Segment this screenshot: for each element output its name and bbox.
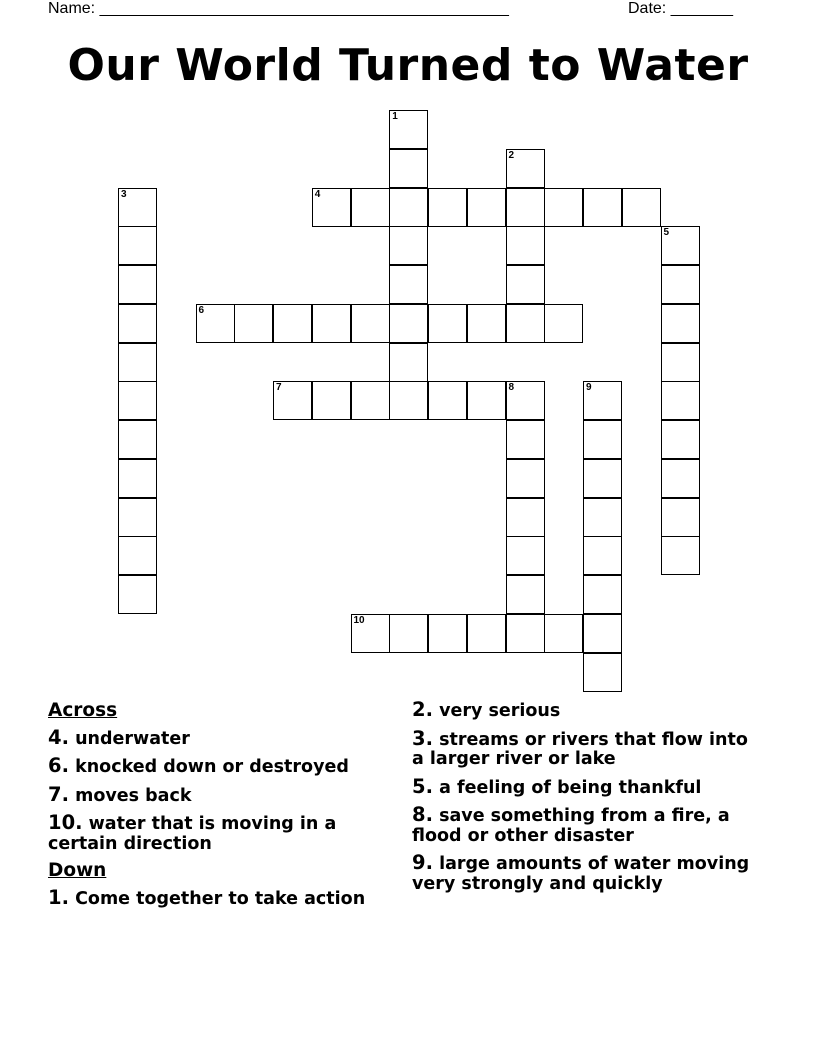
- grid-cell[interactable]: [467, 304, 506, 343]
- grid-cell[interactable]: [506, 498, 545, 537]
- grid-cell[interactable]: [544, 188, 583, 227]
- clue-text: very serious: [439, 701, 561, 721]
- grid-cell[interactable]: [118, 304, 157, 343]
- grid-cell[interactable]: [622, 188, 661, 227]
- grid-cell[interactable]: [506, 265, 545, 304]
- grid-cell[interactable]: [118, 536, 157, 575]
- clue-number-label: 4: [314, 188, 321, 200]
- grid-cell[interactable]: [389, 149, 428, 188]
- date-field[interactable]: Date: _______: [628, 0, 733, 17]
- grid-cell[interactable]: [661, 459, 700, 498]
- grid-cell[interactable]: [312, 381, 351, 420]
- grid-cell[interactable]: [661, 420, 700, 459]
- grid-cell[interactable]: [428, 304, 467, 343]
- grid-cell[interactable]: [118, 575, 157, 614]
- clue-number-label: 3: [121, 188, 127, 200]
- grid-cell[interactable]: [428, 614, 467, 653]
- grid-cell[interactable]: [506, 420, 545, 459]
- grid-cell[interactable]: [312, 304, 351, 343]
- grid-cell[interactable]: [389, 381, 428, 420]
- clue-number-label: 2: [508, 149, 515, 161]
- grid-cell[interactable]: [506, 304, 545, 343]
- grid-cell[interactable]: [506, 575, 545, 614]
- grid-cell[interactable]: [506, 459, 545, 498]
- clue-down-5: [412, 774, 757, 799]
- grid-cell[interactable]: [506, 188, 545, 227]
- clue-text: a feeling of being thankful: [439, 777, 702, 798]
- grid-cell[interactable]: [661, 265, 700, 304]
- grid-cell[interactable]: [351, 304, 390, 343]
- grid-cell[interactable]: [661, 304, 700, 343]
- grid-cell[interactable]: [118, 420, 157, 459]
- clue-text: save something from a fire, a flood or other disaster: [412, 806, 730, 846]
- grid-cell[interactable]: [273, 304, 312, 343]
- page-title: Our World Turned to Water: [67, 40, 749, 91]
- grid-cell[interactable]: [118, 226, 157, 265]
- grid-cell[interactable]: [583, 459, 622, 498]
- clue-text: underwater: [75, 728, 190, 749]
- grid-cell[interactable]: [389, 304, 428, 343]
- grid-cell[interactable]: [661, 498, 700, 537]
- clue-across-10: [48, 813, 378, 854]
- clue-across-7: [48, 782, 378, 807]
- grid-cell[interactable]: [351, 188, 390, 227]
- clue-across-4: [48, 725, 378, 750]
- grid-cell[interactable]: [389, 614, 428, 653]
- clue-down-8: [412, 805, 757, 846]
- grid-cell[interactable]: [583, 536, 622, 575]
- grid-cell[interactable]: [118, 265, 157, 304]
- grid-cell[interactable]: [506, 149, 545, 188]
- grid-cell[interactable]: [583, 575, 622, 614]
- grid-cell[interactable]: [661, 343, 700, 382]
- clue-text: large amounts of water moving very strongly and quickly: [412, 854, 750, 894]
- clue-text: knocked down or destroyed: [75, 757, 349, 777]
- clue-down-3: [412, 726, 757, 770]
- clue-number: 10.: [48, 811, 83, 834]
- clue-number: 9.: [412, 851, 433, 874]
- clue-across-6: [48, 756, 378, 778]
- grid-cell[interactable]: [583, 420, 622, 459]
- clue-number-label: 9: [586, 382, 592, 394]
- grid-cell[interactable]: [583, 381, 622, 420]
- clue-number: 1.: [48, 885, 69, 909]
- name-field[interactable]: Name: ______________________________________________: [48, 0, 509, 17]
- grid-cell[interactable]: [312, 188, 351, 227]
- clue-text: water that is moving in a certain direction: [48, 814, 337, 854]
- clue-number-label: 7: [276, 382, 282, 394]
- grid-cell[interactable]: [389, 265, 428, 304]
- clue-number: 7.: [48, 782, 69, 806]
- grid-cell[interactable]: [661, 381, 700, 420]
- grid-cell[interactable]: [467, 614, 506, 653]
- clue-number-label: 6: [198, 304, 205, 316]
- grid-cell[interactable]: [118, 343, 157, 382]
- grid-cell[interactable]: [118, 498, 157, 537]
- grid-cell[interactable]: [583, 498, 622, 537]
- grid-cell[interactable]: [389, 110, 428, 149]
- grid-cell[interactable]: [544, 304, 583, 343]
- grid-cell[interactable]: [273, 381, 312, 420]
- clue-number-label: 1: [392, 111, 398, 122]
- grid-cell[interactable]: [118, 381, 157, 420]
- clue-text: moves back: [75, 785, 192, 806]
- grid-cell[interactable]: [467, 188, 506, 227]
- clue-number-label: 10: [353, 614, 365, 626]
- grid-cell[interactable]: [118, 188, 157, 227]
- grid-cell[interactable]: [583, 188, 622, 227]
- down-heading: Down: [48, 860, 107, 881]
- clues-right-column: [412, 700, 757, 901]
- clue-down-9: [412, 853, 757, 894]
- grid-cell[interactable]: [351, 614, 390, 653]
- grid-cell[interactable]: [428, 188, 467, 227]
- clue-text: Come together to take action: [75, 888, 366, 909]
- clue-number-label: 5: [663, 227, 670, 239]
- clue-number: 2.: [412, 698, 433, 721]
- grid-cell[interactable]: [583, 614, 622, 653]
- grid-cell[interactable]: [506, 226, 545, 265]
- grid-cell[interactable]: [506, 614, 545, 653]
- across-heading: Across: [48, 700, 118, 721]
- grid-cell[interactable]: [351, 381, 390, 420]
- grid-cell[interactable]: [389, 343, 428, 382]
- clue-number: 4.: [48, 725, 69, 749]
- grid-cell[interactable]: [661, 226, 700, 265]
- clue-down-1: [48, 885, 378, 910]
- clue-number: 8.: [412, 803, 433, 826]
- clue-text: streams or rivers that flow into a larger river or lake: [412, 729, 748, 769]
- clue-number: 5.: [412, 774, 433, 798]
- grid-cell[interactable]: [428, 381, 467, 420]
- grid-cell[interactable]: [661, 536, 700, 575]
- grid-cell[interactable]: [118, 459, 157, 498]
- grid-cell[interactable]: [467, 381, 506, 420]
- grid-cell[interactable]: [544, 614, 583, 653]
- grid-cell[interactable]: [583, 653, 622, 692]
- grid-cell[interactable]: [506, 536, 545, 575]
- grid-cell[interactable]: [506, 381, 545, 420]
- clues-left-column: [48, 700, 378, 916]
- grid-cell[interactable]: [234, 304, 273, 343]
- clue-number: 6.: [48, 754, 69, 777]
- clue-down-2: [412, 700, 757, 722]
- grid-cell[interactable]: [196, 304, 235, 343]
- clue-number: 3.: [412, 726, 433, 750]
- grid-cell[interactable]: [389, 226, 428, 265]
- clue-number-label: 8: [508, 382, 515, 394]
- grid-cell[interactable]: [389, 188, 428, 227]
